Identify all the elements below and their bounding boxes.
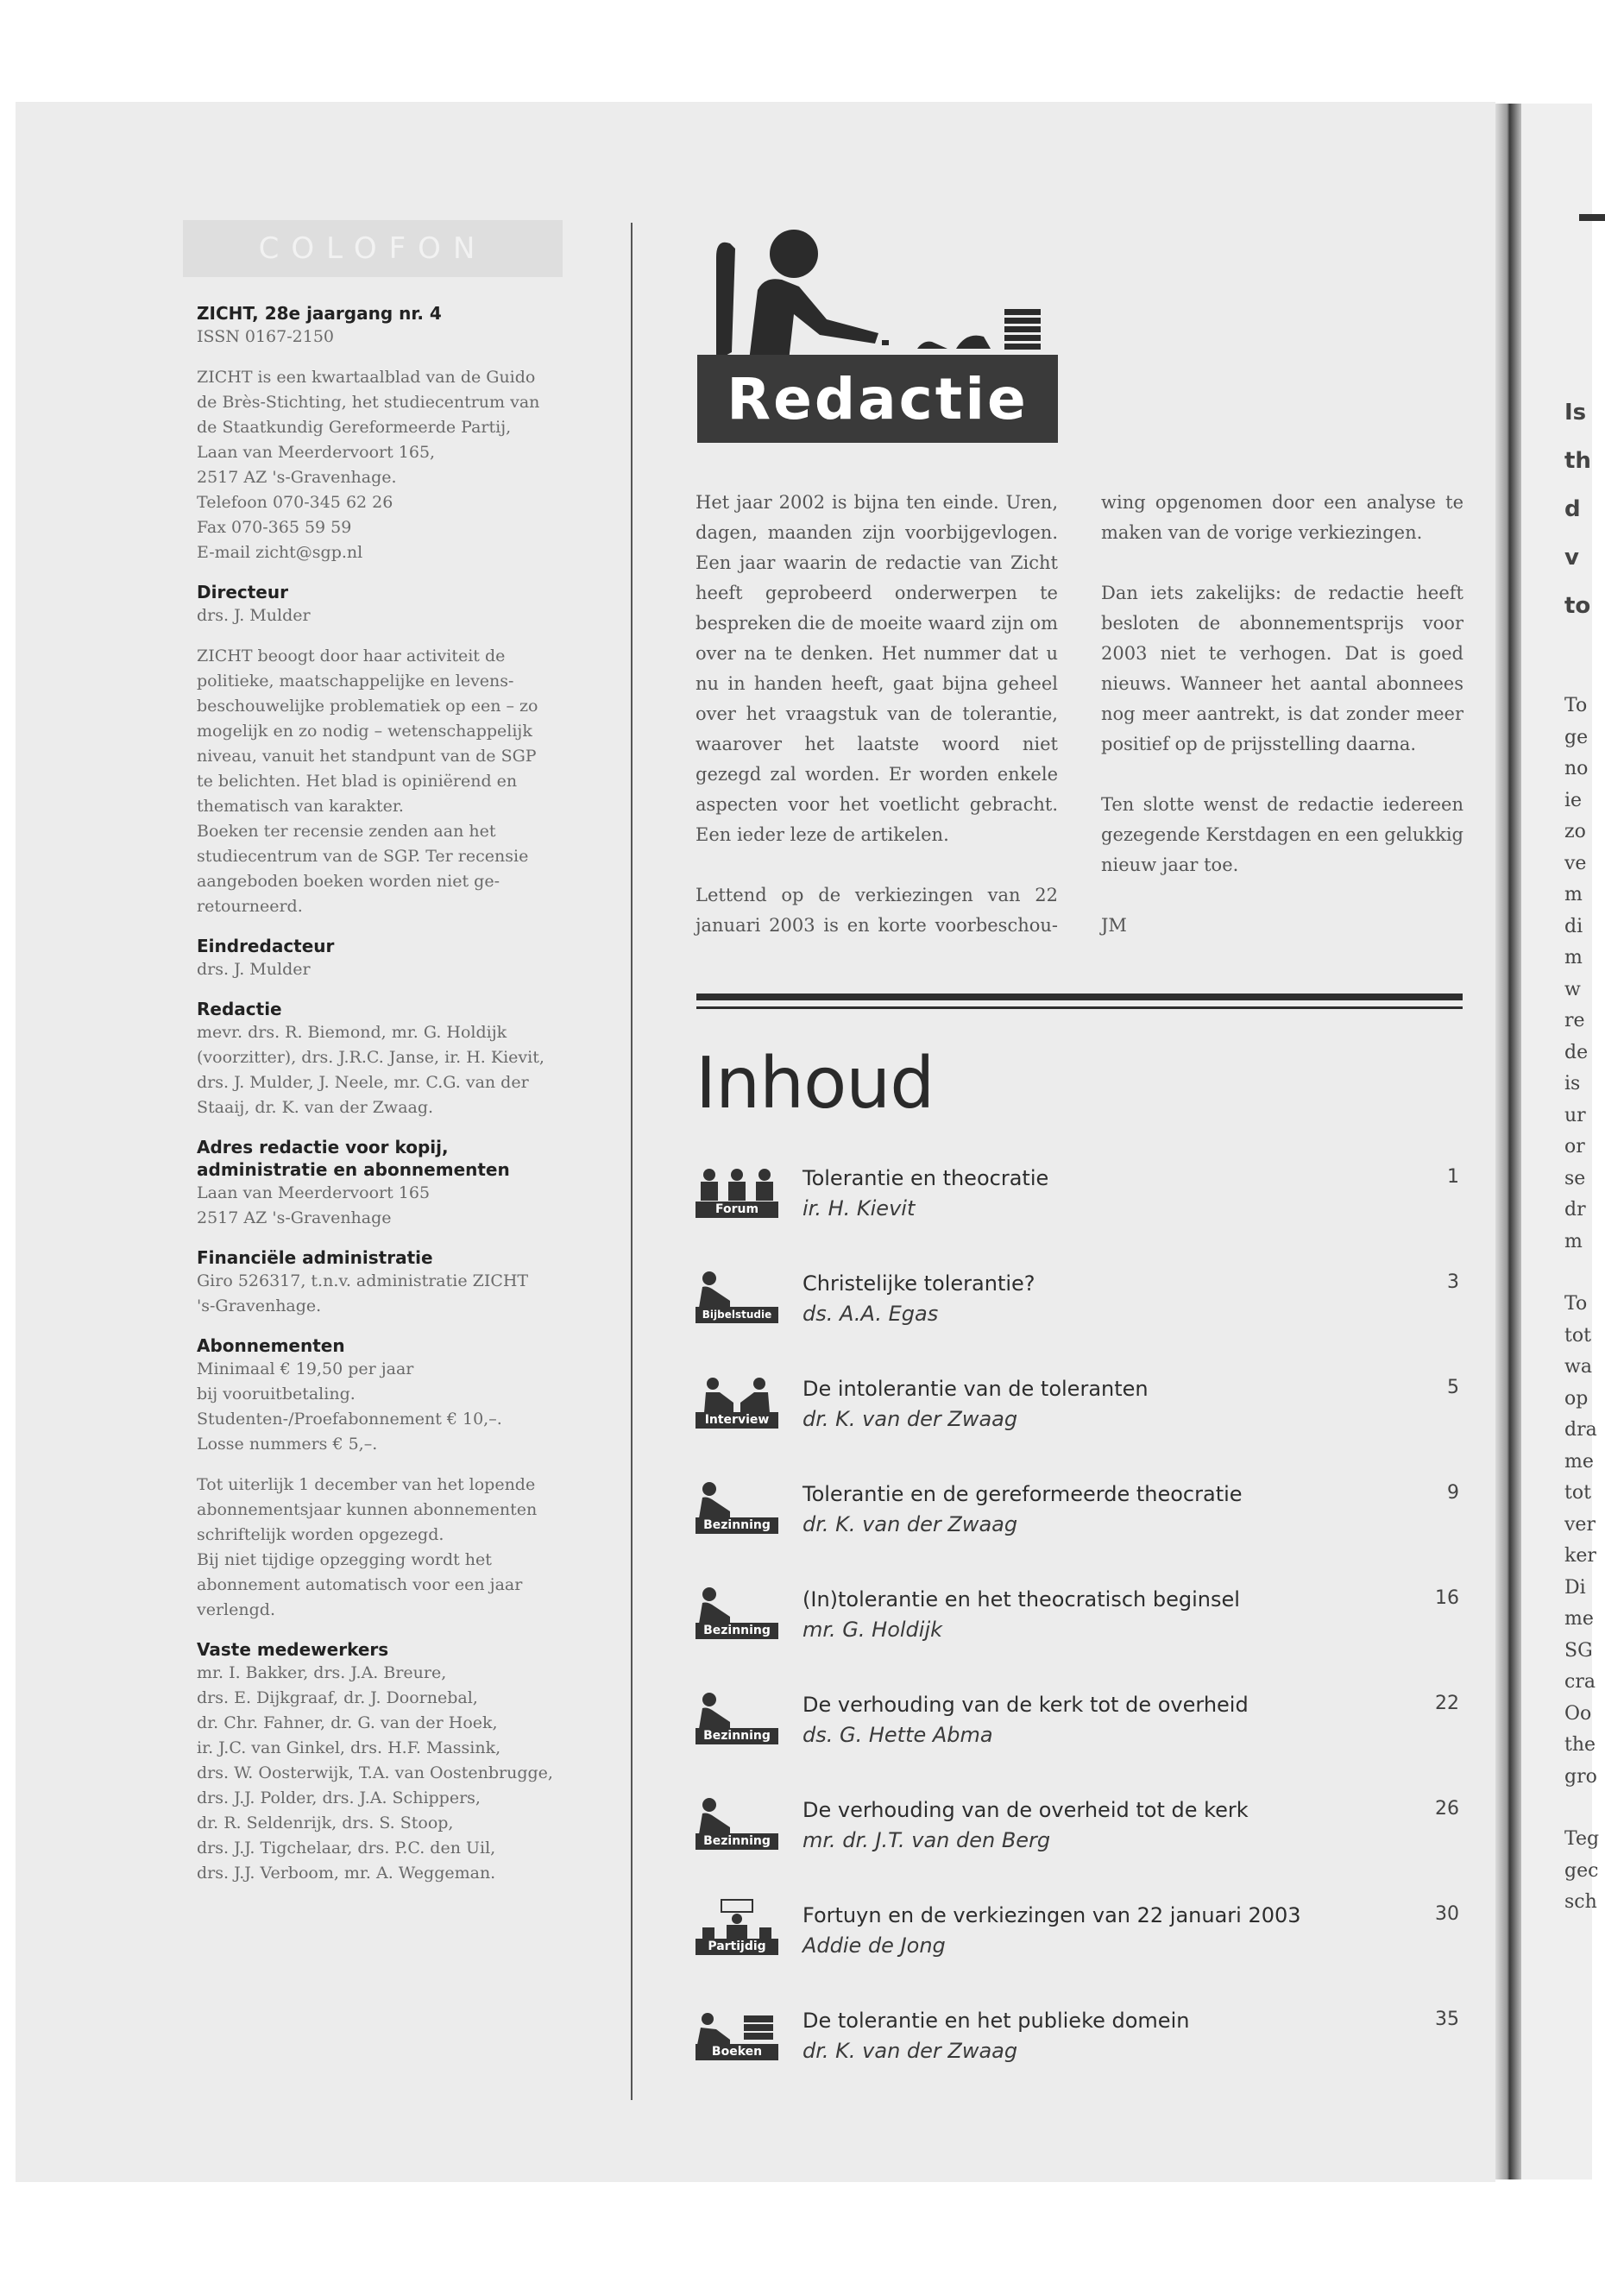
intro-line: E-mail zicht@sgp.nl xyxy=(197,543,363,562)
redactie-heading: Redactie xyxy=(197,999,282,1019)
fragment: no xyxy=(1564,758,1589,779)
fragment: op xyxy=(1564,1387,1589,1410)
fragment: SG xyxy=(1564,1639,1593,1662)
directeur-name: drs. J. Mulder xyxy=(197,606,311,625)
mede-line: dr. R. Seldenrijk, drs. S. Stoop, xyxy=(197,1813,454,1832)
abo-line: Losse nummers € 5,–. xyxy=(197,1435,378,1454)
toc-title: Fortuyn en de verkiezingen van 22 januari 2003 xyxy=(802,1903,1301,1927)
toc-entry[interactable] xyxy=(696,1372,1468,1477)
intro-line: de Brès-Stichting, het studiecentrum van xyxy=(197,393,540,412)
colofon-header xyxy=(183,220,563,277)
fragment: To xyxy=(1564,695,1588,716)
editorial-paragraph: Het jaar 2002 is bijna ten einde. Uren, dagen, maanden zijn voorbijgevlogen. Een jaar waarin de redactie van Zicht heeft geprobeerd onderwerpen te bespreken die de moeite waard zijn om over na te denken. Het nummer dat u nu in handen heeft, gaat bijna geheel over het vraagstuk van de tolerantie, waarover het laatste woord niet gezegd zal worden. Er worden enkele aspecten voor het voetlicht gebracht. Een ieder leze de artikelen. xyxy=(696,492,1058,845)
fragment: ie xyxy=(1564,789,1583,811)
eindredacteur-heading: Eindredacteur xyxy=(197,936,335,956)
fragment: m xyxy=(1564,1230,1583,1252)
fragment: ker xyxy=(1564,1545,1596,1567)
fragment: To xyxy=(1564,1293,1588,1315)
toc-title: De tolerantie en het publieke domein xyxy=(802,2009,1190,2033)
financiele-info xyxy=(197,1269,568,1319)
about-line: ZICHT beoogt door haar activiteit de xyxy=(197,647,506,665)
about-line: beschouwelijke problematiek op een – zo xyxy=(197,697,538,716)
toc-entry[interactable] xyxy=(696,1266,1468,1372)
reading-person-icon xyxy=(696,1793,778,1850)
toc-entry[interactable] xyxy=(696,1793,1468,1898)
toc-title: De verhouding van de overheid tot de kerk xyxy=(802,1798,1249,1822)
fragment: dr xyxy=(1564,1199,1586,1221)
fragment: v xyxy=(1564,545,1579,571)
toc-author: dr. K. van der Zwaag xyxy=(802,1407,1018,1431)
reading-person-icon xyxy=(696,1266,778,1323)
intro-line: Telefoon 070-345 62 26 xyxy=(197,493,393,512)
mede-line: drs. E. Dijkgraaf, dr. J. Doornebal, xyxy=(197,1688,478,1707)
redactie-line: (voorzitter), drs. J.R.C. Janse, ir. H. Kievit, xyxy=(197,1048,544,1067)
toc-entry[interactable] xyxy=(696,1161,1468,1266)
fragment: ve xyxy=(1564,852,1587,874)
category-badge: Bezinning xyxy=(696,1728,778,1744)
opzeg-line: abonnement automatisch voor een jaar xyxy=(197,1575,523,1594)
about-line: aangeboden boeken worden niet ge- xyxy=(197,872,500,891)
opzeg-line: verlengd. xyxy=(197,1600,275,1619)
toc-entry[interactable] xyxy=(696,2003,1468,2109)
intro-line: 2517 AZ 's-Gravenhage. xyxy=(197,468,397,487)
editorial-paragraph: Dan iets zakelijks: de redactie heeft besloten de abonnementsprijs voor 2003 niet te verhogen. Dat is goed nieuws. Wanneer het aantal abonnees nog meer aantrekt, is dat zonder meer positief op de prijsstelling daarna. xyxy=(1101,583,1463,754)
mede-line: dr. Chr. Fahner, dr. G. van der Hoek, xyxy=(197,1713,498,1732)
about-line: niveau, vanuit het standpunt van de SGP xyxy=(197,747,537,766)
adres xyxy=(197,1181,568,1231)
fragment: se xyxy=(1564,1167,1586,1189)
toc-page-number: 35 xyxy=(1435,2009,1459,2030)
fragment: ur xyxy=(1564,1104,1586,1126)
medewerkers-heading: Vaste medewerkers xyxy=(197,1639,389,1660)
fragment: is xyxy=(1564,1073,1581,1094)
fragment: or xyxy=(1564,1136,1585,1157)
fragment xyxy=(1564,1793,1599,1824)
fragment: to xyxy=(1564,593,1591,619)
fragment: Di xyxy=(1564,1576,1586,1599)
abo-line: Studenten-/Proefabonnement € 10,–. xyxy=(197,1410,502,1429)
toc-page-number: 3 xyxy=(1447,1271,1459,1293)
fragment: dra xyxy=(1564,1419,1597,1441)
toc-page-number: 22 xyxy=(1435,1693,1459,1714)
colofon-intro xyxy=(197,365,568,565)
about-line: politieke, maatschappelijke en levens- xyxy=(197,672,514,691)
fragment: di xyxy=(1564,915,1583,937)
opzeg-line: Tot uiterlijk 1 december van het lopende xyxy=(197,1475,536,1494)
fragment xyxy=(1564,1258,1599,1289)
about-line: Boeken ter recensie zenden aan het xyxy=(197,822,496,841)
toc-author: ds. G. Hette Abma xyxy=(802,1723,993,1747)
opzegging-info xyxy=(197,1473,568,1623)
opzeg-line: abonnementsjaar kunnen abonnementen xyxy=(197,1500,538,1519)
fin-line: 's-Gravenhage. xyxy=(197,1296,322,1315)
intro-line: ZICHT is een kwartaalblad van de Guido xyxy=(197,368,536,387)
category-badge: Forum xyxy=(696,1202,778,1218)
abonnementen-heading: Abonnementen xyxy=(197,1335,345,1356)
toc-title: De intolerantie van de toleranten xyxy=(802,1377,1149,1401)
editorial-signature: JM xyxy=(1101,915,1127,936)
fragment: th xyxy=(1564,448,1591,474)
editorial-column-1 xyxy=(696,488,1058,971)
about-line: mogelijk en zo nodig – wetenschappelijk xyxy=(197,722,532,741)
adres-line: Laan van Meerdervoort 165 xyxy=(197,1183,431,1202)
toc-page-number: 26 xyxy=(1435,1798,1459,1820)
category-badge: Bijbelstudie xyxy=(696,1307,778,1323)
intro-line: de Staatkundig Gereformeerde Partij, xyxy=(197,418,512,437)
book-spine-gutter xyxy=(1495,104,1521,2179)
table-of-contents xyxy=(696,1161,1468,2109)
section-rule-thin xyxy=(696,1006,1463,1009)
abonnementen-info xyxy=(197,1357,568,1457)
adres-heading-line: administratie en abonnementen xyxy=(197,1159,510,1180)
editorial-paragraph: Ten slotte wenst de redactie iedereen gezegende Kerstdagen en een gelukkig nieuw jaar toe. xyxy=(1101,794,1463,875)
redactie-members xyxy=(197,1020,568,1120)
toc-author: ir. H. Kievit xyxy=(802,1196,916,1221)
medewerkers-list xyxy=(197,1661,568,1886)
opzeg-line: Bij niet tijdige opzegging wordt het xyxy=(197,1550,492,1569)
fragment: re xyxy=(1564,1010,1585,1031)
toc-author: Addie de Jong xyxy=(802,1933,946,1958)
intro-line: Fax 070-365 59 59 xyxy=(197,518,352,537)
inhoud-heading: Inhoud xyxy=(696,1043,935,1125)
editor-at-desk-icon xyxy=(697,223,1060,361)
mede-line: drs. W. Oosterwijk, T.A. van Oostenbrugge, xyxy=(197,1763,553,1782)
toc-page-number: 1 xyxy=(1447,1166,1459,1188)
fragment: zo xyxy=(1564,821,1586,842)
fragment: ge xyxy=(1564,726,1589,748)
section-rule-thick xyxy=(696,993,1463,1000)
issn: ISSN 0167-2150 xyxy=(197,327,334,346)
toc-title: (In)tolerantie en het theocratisch beginsel xyxy=(802,1587,1240,1612)
reading-person-icon xyxy=(696,1687,778,1744)
magazine-title: ZICHT, 28e jaargang nr. 4 xyxy=(197,303,442,324)
fragment: the xyxy=(1564,1734,1596,1756)
toc-author: dr. K. van der Zwaag xyxy=(802,1512,1018,1536)
category-badge: Boeken xyxy=(696,2044,778,2060)
toc-entry[interactable] xyxy=(696,1687,1468,1793)
fragment: m xyxy=(1564,884,1583,905)
fragment: w xyxy=(1564,978,1581,1000)
redactie-heading-box xyxy=(697,355,1058,443)
toc-page-number: 5 xyxy=(1447,1377,1459,1398)
category-badge: Partijdig xyxy=(696,1939,778,1955)
toc-title: De verhouding van de kerk tot de overheid xyxy=(802,1693,1249,1717)
category-badge: Bezinning xyxy=(696,1517,778,1534)
adres-heading xyxy=(197,1136,568,1181)
fragment: Oo xyxy=(1564,1702,1592,1725)
toc-author: ds. A.A. Egas xyxy=(802,1302,939,1326)
redactie-line: Staaij, dr. K. van der Zwaag. xyxy=(197,1098,434,1117)
column-divider xyxy=(631,223,633,2100)
abo-line: Minimaal € 19,50 per jaar xyxy=(197,1359,414,1378)
fragment: me xyxy=(1564,1608,1594,1630)
editorial-paragraph: wing opgenomen door een analyse te maken van de vorige verkiezingen. xyxy=(1101,492,1463,543)
fragment: cra xyxy=(1564,1671,1596,1693)
adres-line: 2517 AZ 's-Gravenhage xyxy=(197,1208,392,1227)
next-page-heading-fragment xyxy=(1564,388,1591,630)
fragment: gro xyxy=(1564,1765,1597,1788)
books-icon xyxy=(696,2003,778,2060)
financiele-heading: Financiële administratie xyxy=(197,1247,433,1268)
category-badge: Interview xyxy=(696,1412,778,1429)
toc-page-number: 9 xyxy=(1447,1482,1459,1504)
toc-title: Christelijke tolerantie? xyxy=(802,1271,1035,1296)
about-line: thematisch van karakter. xyxy=(197,797,404,816)
adres-heading-line: Adres redactie voor kopij, xyxy=(197,1137,449,1157)
fragment: Teg xyxy=(1564,1828,1600,1850)
abo-line: bij vooruitbetaling. xyxy=(197,1385,356,1403)
fragment: gec xyxy=(1564,1859,1599,1882)
opzeg-line: schriftelijk worden opgezegd. xyxy=(197,1525,444,1544)
reading-person-icon xyxy=(696,1582,778,1639)
mede-line: drs. J.J. Verboom, mr. A. Weggeman. xyxy=(197,1864,496,1883)
mede-line: ir. J.C. van Ginkel, drs. H.F. Massink, xyxy=(197,1738,501,1757)
toc-title: Tolerantie en theocratie xyxy=(802,1166,1049,1190)
podium-icon xyxy=(696,1898,778,1955)
next-page-rule xyxy=(1579,214,1605,221)
fragment: wa xyxy=(1564,1356,1592,1378)
colofon-label: COLOFON xyxy=(258,231,488,266)
redactie-heading: Redactie xyxy=(727,365,1029,432)
about-line: te belichten. Het blad is opiniërend en xyxy=(197,772,518,791)
two-people-icon xyxy=(696,1372,778,1429)
toc-entry[interactable] xyxy=(696,1582,1468,1687)
fragment: ver xyxy=(1564,1513,1596,1536)
directeur-heading: Directeur xyxy=(197,582,288,602)
mede-line: drs. J.J. Tigchelaar, drs. P.C. den Uil, xyxy=(197,1839,496,1858)
toc-author: mr. dr. J.T. van den Berg xyxy=(802,1828,1051,1852)
fragment: me xyxy=(1564,1450,1594,1473)
mede-line: mr. I. Bakker, drs. J.A. Breure, xyxy=(197,1663,447,1682)
toc-page-number: 16 xyxy=(1435,1587,1459,1609)
category-badge: Bezinning xyxy=(696,1623,778,1639)
editorial-paragraph: Lettend op de verkiezingen van 22 januari 2003 is en korte voorbeschou- xyxy=(696,885,1058,936)
fin-line: Giro 526317, t.n.v. administratie ZICHT xyxy=(197,1271,529,1290)
redactie-line: drs. J. Mulder, J. Neele, mr. C.G. van der xyxy=(197,1073,529,1092)
editorial-column-2 xyxy=(1101,488,1463,971)
toc-author: mr. G. Holdijk xyxy=(802,1618,943,1642)
toc-page-number: 30 xyxy=(1435,1903,1459,1925)
toc-entry[interactable] xyxy=(696,1898,1468,2003)
fragment: d xyxy=(1564,496,1581,522)
colofon-about xyxy=(197,644,568,919)
fragment: Is xyxy=(1564,400,1587,426)
fragment: m xyxy=(1564,947,1583,968)
about-line: studiecentrum van de SGP. Ter recensie xyxy=(197,847,529,866)
redactie-logo xyxy=(697,223,1060,443)
toc-author: dr. K. van der Zwaag xyxy=(802,2039,1018,2063)
next-page-text-fragment xyxy=(1564,691,1599,1919)
fragment: de xyxy=(1564,1041,1589,1063)
eindredacteur-name: drs. J. Mulder xyxy=(197,960,311,979)
reading-person-icon xyxy=(696,1477,778,1534)
fragment: sch xyxy=(1564,1891,1597,1913)
redactie-line: mevr. drs. R. Biemond, mr. G. Holdijk xyxy=(197,1023,507,1042)
toc-title: Tolerantie en de gereformeerde theocratie xyxy=(802,1482,1243,1506)
toc-entry[interactable] xyxy=(696,1477,1468,1582)
category-badge: Bezinning xyxy=(696,1833,778,1850)
three-people-icon xyxy=(696,1161,778,1218)
about-line: retourneerd. xyxy=(197,897,303,916)
mede-line: drs. J.J. Polder, drs. J.A. Schippers, xyxy=(197,1788,481,1807)
intro-line: Laan van Meerdervoort 165, xyxy=(197,443,436,462)
fragment: tot xyxy=(1564,1482,1591,1504)
fragment: tot xyxy=(1564,1324,1591,1347)
colofon-column xyxy=(197,302,568,1902)
